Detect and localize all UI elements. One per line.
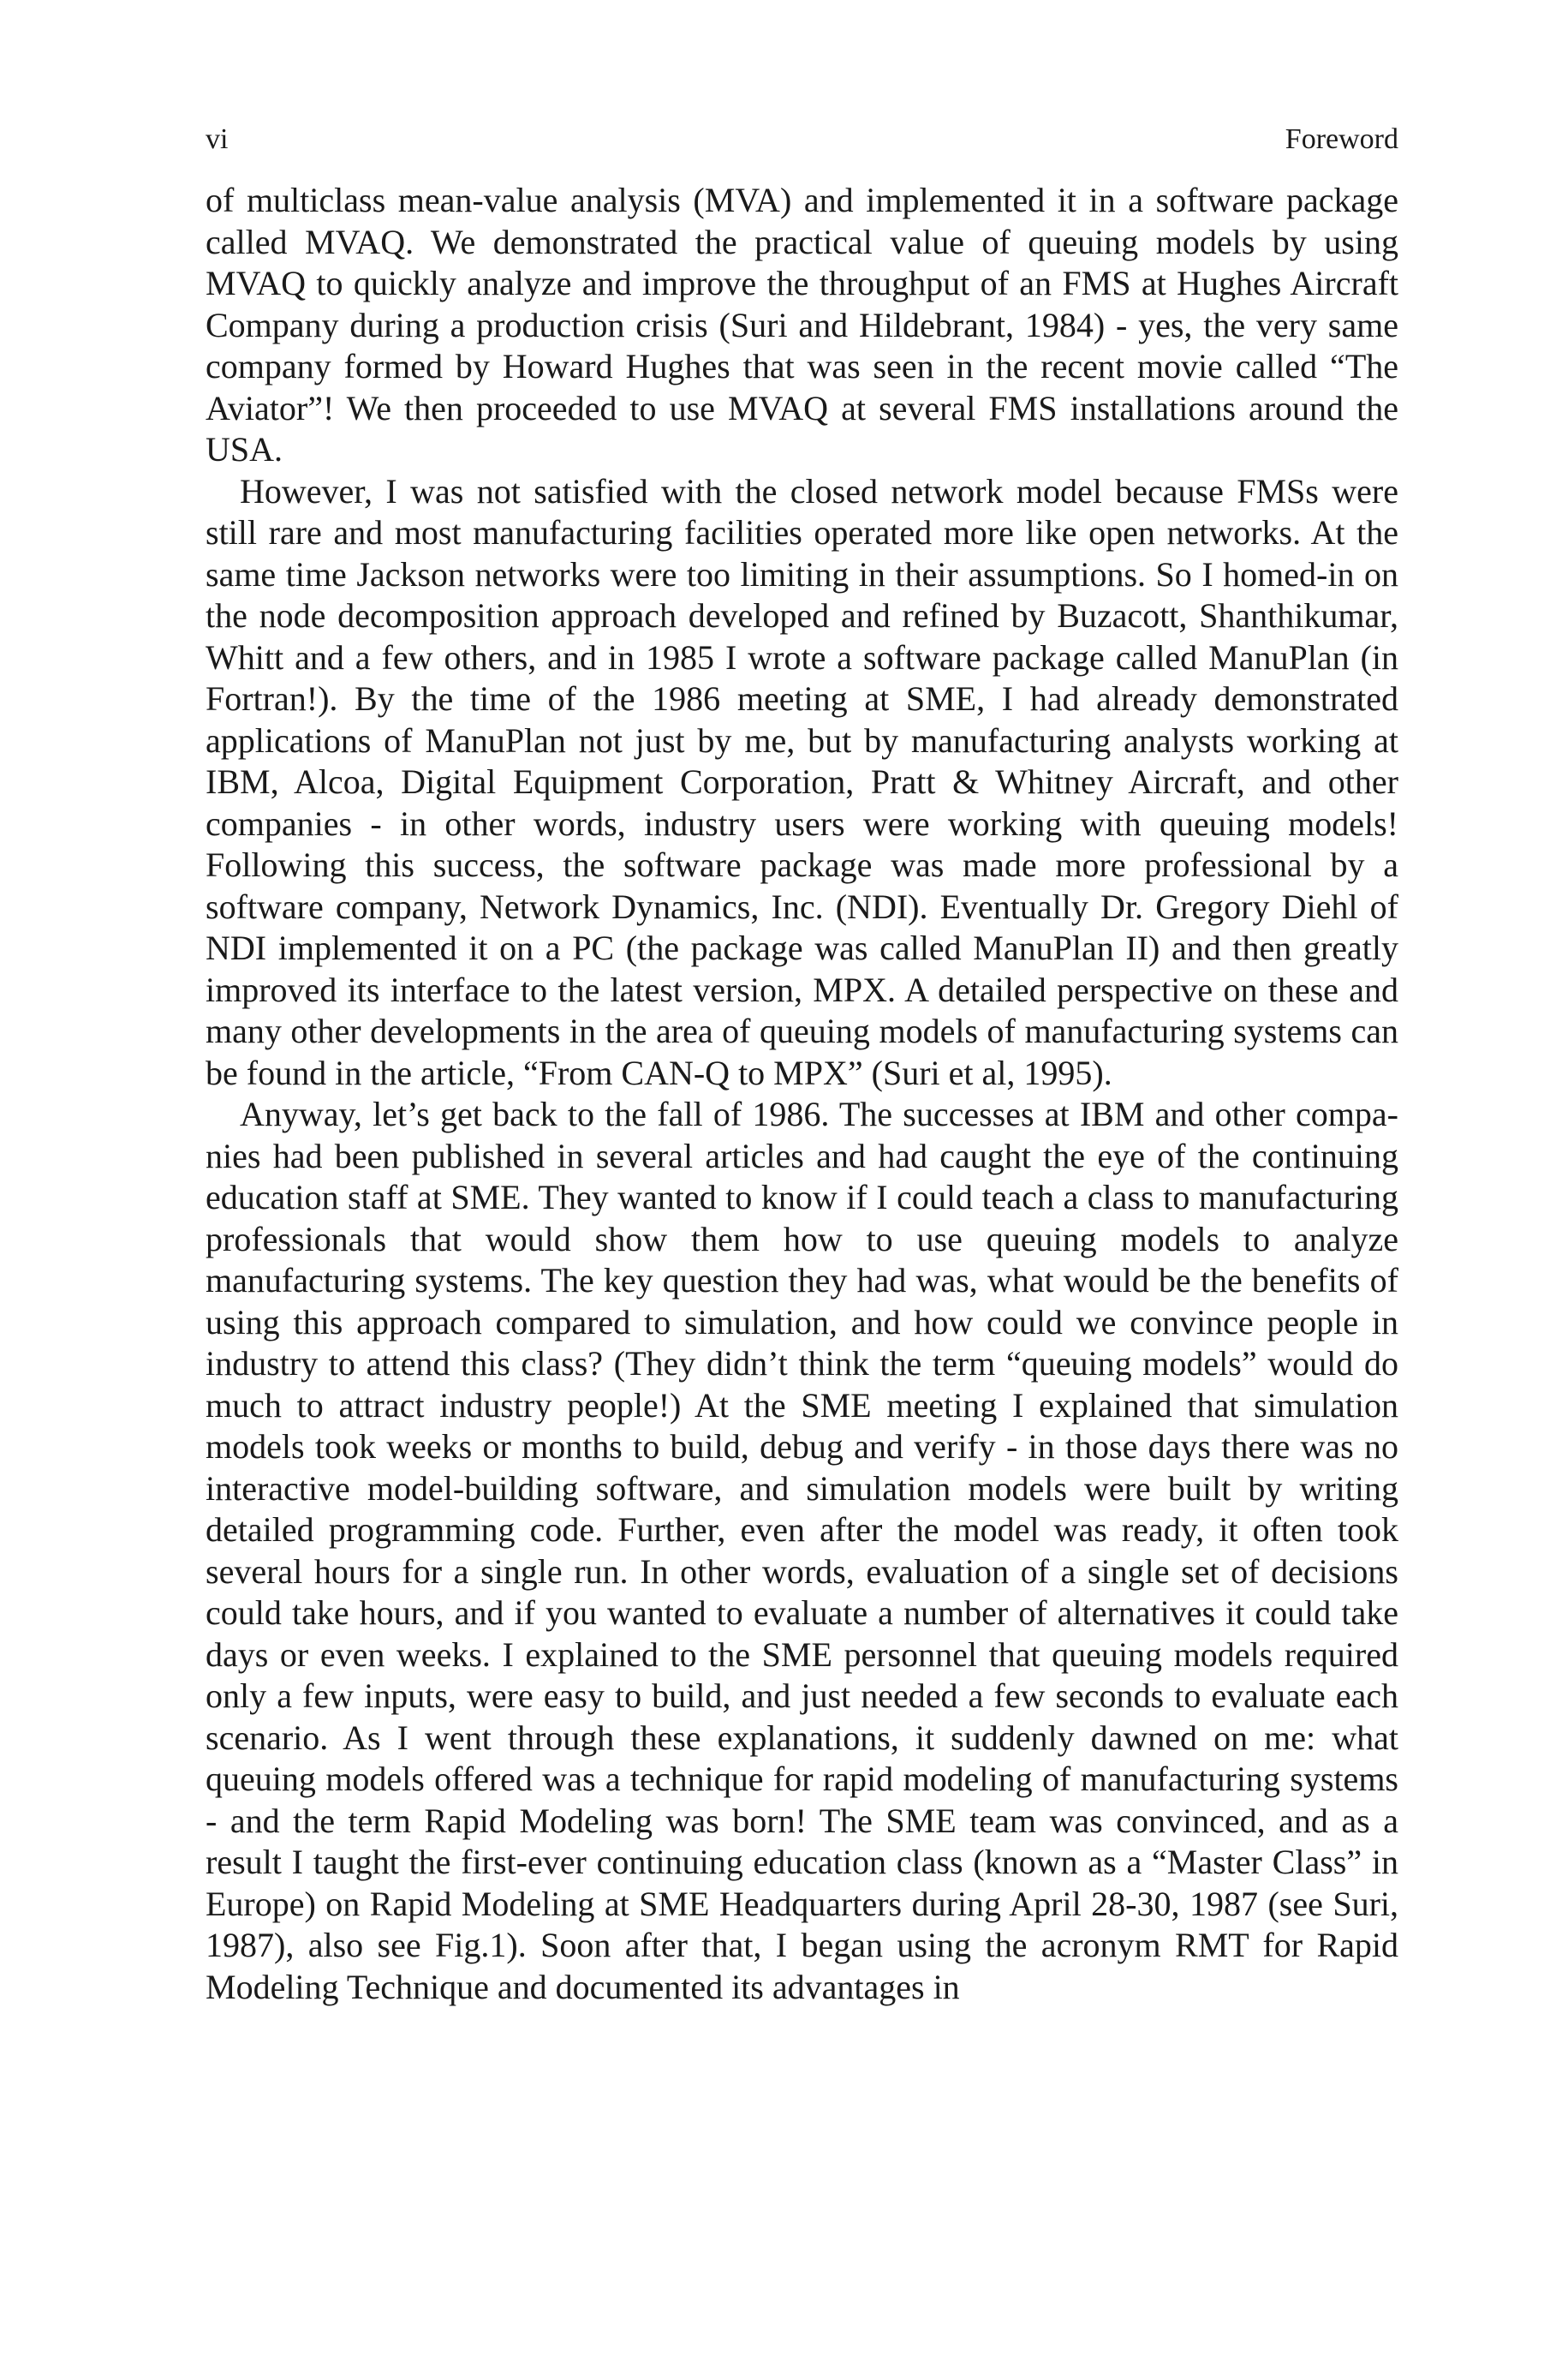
section-title: Foreword xyxy=(1285,123,1398,155)
running-head xyxy=(206,118,1398,161)
paragraph-manuplan: However, I was not satisfied with the closed network model because FMSs were still rare and most manufacturing facilities operated more like open networks. At the same time Jackson networks were too limiting in their assumptions. So I homed-in on the node decomposition approach developed and refined by Buzacott, Shanthikumar, Whitt and a few others, and in 1985 I wrote a software package called ManuPlan (in Fortran!). By the time of the 1986 meeting at SME, I had already demonstrated applications of ManuPlan not just by me, but by manufacturing analysts working at IBM, Alcoa, Digital Equipment Corporation, Pratt & Whitney Aircraft, and other companies - in other words, industry users were working with queuing models! Following this success, the software package was made more professional by a software company, Network Dynamics, Inc. (NDI). Eventually Dr. Gregory Diehl of NDI implemented it on a PC (the package was called ManuPlan II) and then greatly improved its interface to the latest version, MPX. A detailed perspective on these and many other developments in the area of queuing models of manufacturing systems can be found in the article, “From CAN-Q to MPX” (Suri et al, 1995). xyxy=(206,471,1398,1092)
page-number: vi xyxy=(206,123,229,155)
paragraph-continuation: of multiclass mean-value analysis (MVA) and implemented it in a software package called MVAQ. We demonstrated the practical value of queuing models by using MVAQ to quickly analyze and improve the throughput of an FMS at Hughes Aircraft Company during a production crisis (Suri and Hildebrant, 1984) - yes, the very same company formed by Howard Hughes that was seen in the recent movie called “The Aviator”! We then proceeded to use MVAQ at several FMS installations around the USA. xyxy=(206,181,1398,469)
paragraph-rapid-modeling: Anyway, let’s get back to the fall of 1986. The successes at IBM and other companies had been published in several articles and had caught the eye of the continuing education staff at SME. They wanted to know if I could teach a class to manufacturing professionals that would show them how to use queuing models to analyze manufacturing systems. The key question they had was, what would be the benefits of using this approach compared to simulation, and how could we convince people in industry to attend this class? (They didn’t think the term “queuing models” would do much to attract industry people!) At the SME meeting I explained that simulation models took weeks or months to build, debug and verify - in those days there was no interactive model-building software, and simulation models were built by writing detailed programming code. Further, even after the model was ready, it often took several hours for a single run. In other words, evaluation of a single set of decisions could take hours, and if you wanted to evaluate a number of alternatives it could take days or even weeks. I explained to the SME personnel that queuing models required only a few inputs, were easy to build, and just needed a few seconds to evaluate each scenario. As I went through these explanations, it suddenly dawned on me: what queuing models offered was a technique for rapid modeling of manufacturing systems - and the term Rapid Modeling was born! The SME team was convinced, and as a result I taught the first-ever continuing education class (known as a “Master Class” in Europe) on Rapid Modeling at SME Headquarters during April 28-30, 1987 (see Suri, 1987), also see Fig.1). Soon after that, I began using the acronym RMT for Rapid Modeling Technique and documented its advantages in xyxy=(206,1095,1398,2006)
body-text xyxy=(206,180,1398,2008)
